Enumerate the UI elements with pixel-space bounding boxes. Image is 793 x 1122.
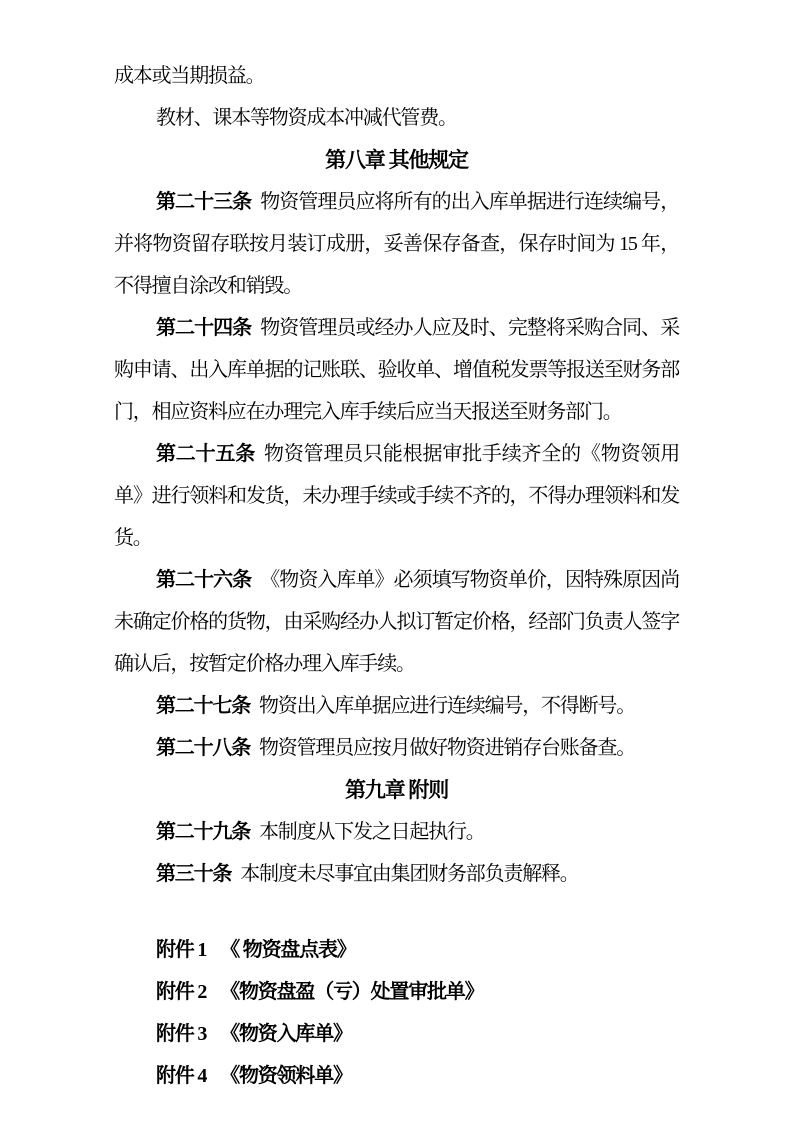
attachment-1-title: 《 物资盘点表》 (220, 939, 356, 961)
attachment-4 (114, 1055, 679, 1097)
article-30 (114, 853, 679, 895)
attachment-3-label: 附件 3 (156, 1023, 207, 1045)
attachment-2-title: 《物资盘盈（亏）处置审批单》 (220, 981, 484, 1003)
article-23-number: 第二十三条 (156, 191, 252, 213)
article-26 (114, 559, 679, 685)
article-30-body: 本制度未尽事宜由集团财务部负责解释。 (240, 863, 579, 885)
article-30-number: 第三十条 (156, 863, 232, 885)
article-29 (114, 811, 679, 853)
attachment-list (114, 929, 679, 1097)
attachment-4-label: 附件 4 (156, 1065, 207, 1087)
article-29-body: 本制度从下发之日起执行。 (259, 821, 485, 843)
chapter-8-heading: 第八章 其他规定 (325, 148, 468, 172)
article-27 (114, 685, 679, 727)
article-23-body: 物资管理员应将所有的出入库单据进行连续编号，并将物资留存联按月装订成册，妥善保存备查，保存时间为 15 年，不得擅自涂改和销毁。 (114, 191, 679, 297)
paragraph-cost-continuation: 成本或当期损益。 (114, 65, 265, 87)
paragraph-teaching-materials: 教材、课本等物资成本冲减代管费。 (156, 107, 457, 129)
attachment-2-label: 附件 2 (156, 981, 207, 1003)
article-28-number: 第二十八条 (156, 737, 250, 759)
chapter-9-heading: 第九章 附则 (344, 778, 449, 802)
attachment-4-title: 《物资领料单》 (220, 1065, 352, 1087)
attachment-1 (114, 929, 679, 971)
article-26-body: 《物资入库单》必须填写物资单价，因特殊原因尚未确定价格的货物，由采购经办人拟订暂定价格，经部门负责人签字确认后，按暂定价格办理入库手续。 (114, 569, 679, 675)
attachment-3-title: 《物资入库单》 (220, 1023, 352, 1045)
article-24-number: 第二十四条 (156, 317, 252, 339)
article-25-body: 物资管理员只能根据审批手续齐全的《物资领用单》进行领料和发货，未办理手续或手续不齐的，不得办理领料和发货。 (114, 443, 679, 549)
article-29-number: 第二十九条 (156, 821, 250, 843)
article-24-body: 物资管理员或经办人应及时、完整将采购合同、采购申请、出入库单据的记账联、验收单、增值税发票等报送至财务部门，相应资料应在办理完入库手续后应当天报送至财务部门。 (114, 317, 679, 423)
article-23 (114, 181, 679, 307)
attachment-2 (114, 971, 679, 1013)
attachment-3 (114, 1013, 679, 1055)
article-25 (114, 433, 679, 559)
article-27-body: 物资出入库单据应进行连续编号，不得断号。 (259, 695, 635, 717)
article-28-body: 物资管理员应按月做好物资进销存台账备查。 (259, 737, 635, 759)
article-26-number: 第二十六条 (156, 569, 252, 591)
attachment-1-label: 附件 1 (156, 939, 207, 961)
article-28 (114, 727, 679, 769)
article-24 (114, 307, 679, 433)
article-25-number: 第二十五条 (156, 443, 256, 465)
article-27-number: 第二十七条 (156, 695, 250, 717)
